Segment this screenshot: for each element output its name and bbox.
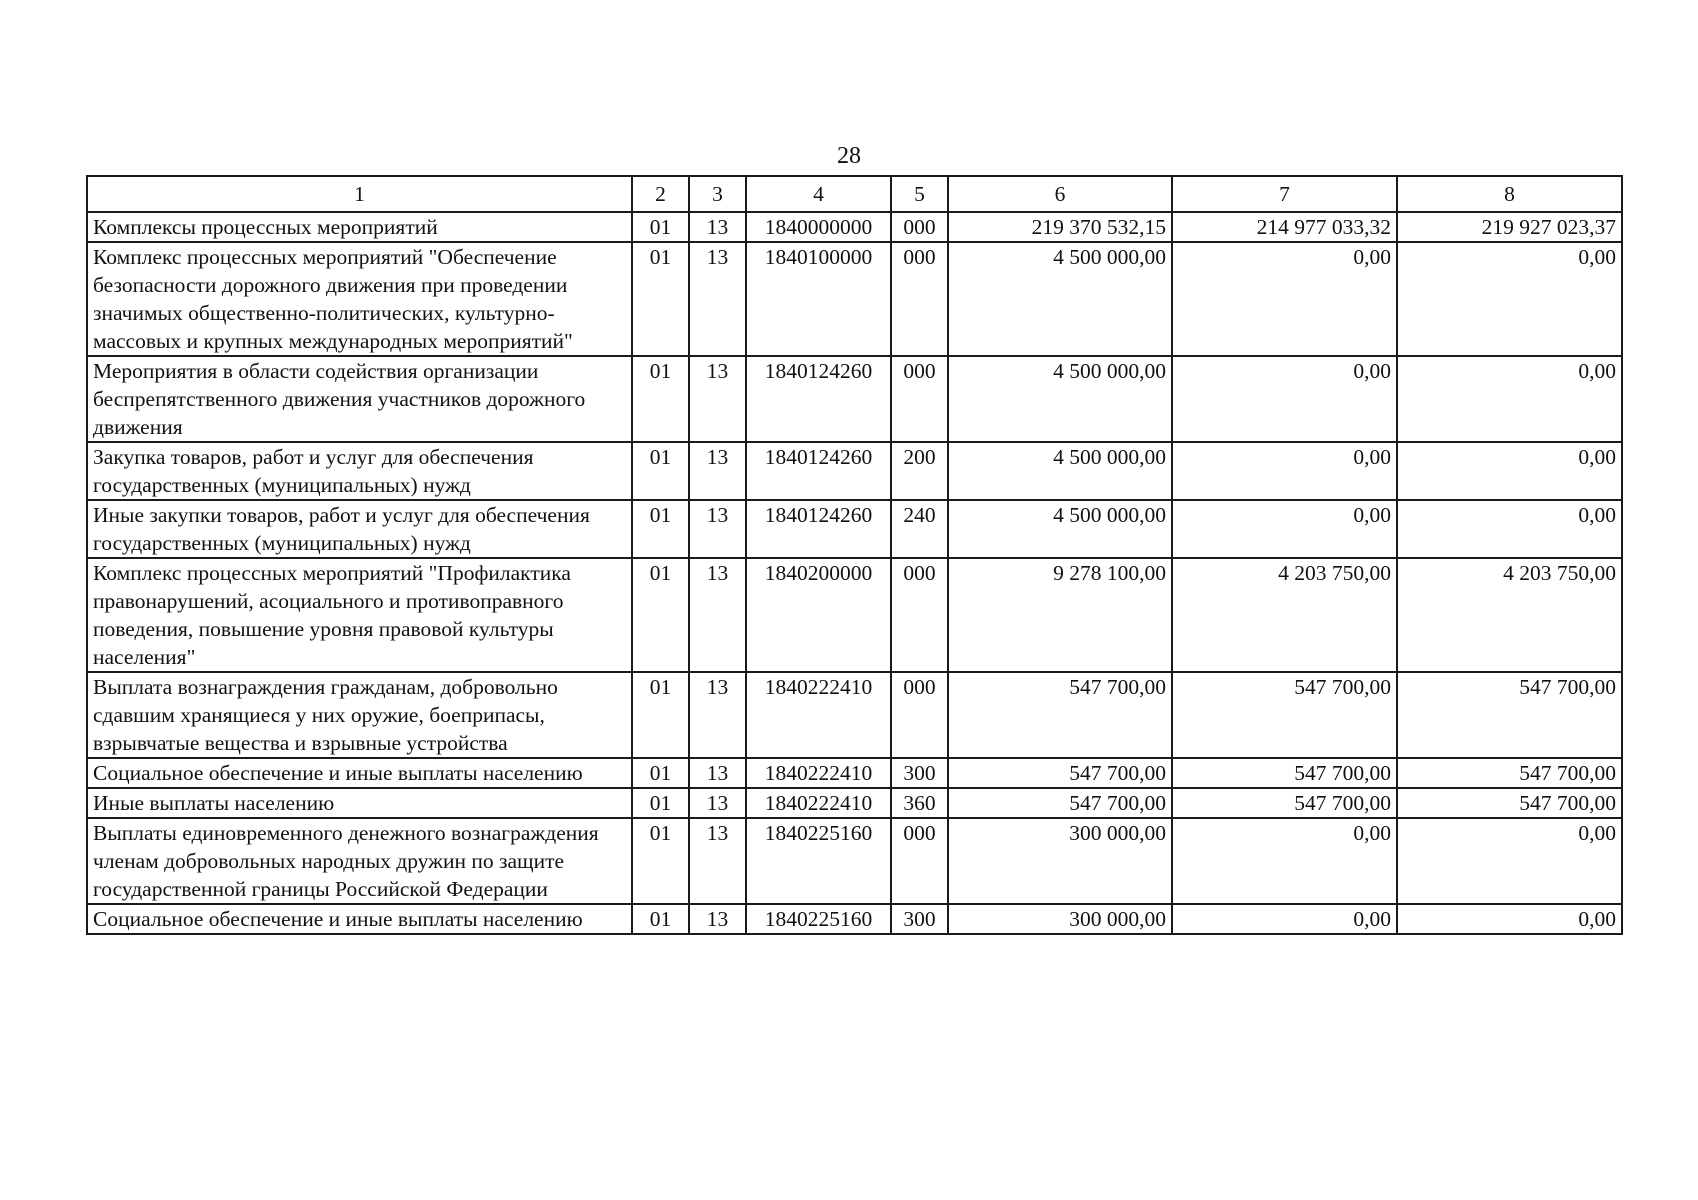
row-name: Комплекс процессных мероприятий "Профилактика правонарушений, асоциального и противоправного поведения, повышение уровня правовой культуры населения" [87,558,632,672]
row-subsection: 13 [689,788,746,818]
row-amount-col-8: 0,00 [1397,356,1622,442]
row-subsection: 13 [689,904,746,934]
row-amount-col-6: 4 500 000,00 [948,356,1172,442]
row-expense-type: 000 [891,558,948,672]
row-amount-col-7: 4 203 750,00 [1172,558,1397,672]
row-expense-type: 200 [891,442,948,500]
row-amount-col-8: 547 700,00 [1397,672,1622,758]
table-row [87,356,1622,442]
row-subsection: 13 [689,242,746,356]
row-expense-type: 000 [891,212,948,242]
row-section: 01 [632,672,689,758]
row-expense-type: 300 [891,758,948,788]
header-col-2: 2 [632,176,689,212]
budget-table [86,175,1623,935]
row-amount-col-7: 0,00 [1172,442,1397,500]
row-name: Выплата вознаграждения гражданам, добровольно сдавшим хранящиеся у них оружие, боеприпасы, взрывчатые вещества и взрывные устройства [87,672,632,758]
row-amount-col-6: 300 000,00 [948,818,1172,904]
row-target-article: 1840225160 [746,818,891,904]
row-name: Социальное обеспечение и иные выплаты населению [87,758,632,788]
row-amount-col-8: 0,00 [1397,818,1622,904]
row-amount-col-8: 4 203 750,00 [1397,558,1622,672]
row-section: 01 [632,558,689,672]
table-row [87,212,1622,242]
row-section: 01 [632,788,689,818]
row-amount-col-6: 4 500 000,00 [948,500,1172,558]
row-amount-col-8: 0,00 [1397,442,1622,500]
row-amount-col-7: 0,00 [1172,356,1397,442]
row-amount-col-7: 0,00 [1172,242,1397,356]
row-target-article: 1840124260 [746,356,891,442]
row-expense-type: 000 [891,242,948,356]
header-col-6: 6 [948,176,1172,212]
row-expense-type: 300 [891,904,948,934]
row-amount-col-7: 547 700,00 [1172,788,1397,818]
row-name: Выплаты единовременного денежного вознаграждения членам добровольных народных дружин по защите государственной границы Российской Федерации [87,818,632,904]
row-expense-type: 360 [891,788,948,818]
row-amount-col-8: 0,00 [1397,904,1622,934]
header-col-3: 3 [689,176,746,212]
row-amount-col-7: 0,00 [1172,904,1397,934]
table-body [87,212,1622,934]
row-target-article: 1840100000 [746,242,891,356]
row-name: Социальное обеспечение и иные выплаты населению [87,904,632,934]
row-subsection: 13 [689,672,746,758]
table-row [87,672,1622,758]
header-col-4: 4 [746,176,891,212]
table-row [87,242,1622,356]
row-amount-col-7: 547 700,00 [1172,672,1397,758]
row-target-article: 1840222410 [746,672,891,758]
row-expense-type: 000 [891,672,948,758]
row-amount-col-8: 547 700,00 [1397,758,1622,788]
row-subsection: 13 [689,212,746,242]
table-header [87,176,1622,212]
row-amount-col-7: 547 700,00 [1172,758,1397,788]
row-amount-col-6: 4 500 000,00 [948,442,1172,500]
row-amount-col-6: 547 700,00 [948,672,1172,758]
row-subsection: 13 [689,818,746,904]
row-target-article: 1840124260 [746,442,891,500]
row-name: Иные выплаты населению [87,788,632,818]
row-amount-col-8: 547 700,00 [1397,788,1622,818]
row-section: 01 [632,500,689,558]
row-subsection: 13 [689,558,746,672]
table-row [87,758,1622,788]
row-section: 01 [632,904,689,934]
row-target-article: 1840124260 [746,500,891,558]
row-section: 01 [632,212,689,242]
row-target-article: 1840200000 [746,558,891,672]
table-row [87,500,1622,558]
header-col-5: 5 [891,176,948,212]
row-subsection: 13 [689,442,746,500]
row-amount-col-7: 0,00 [1172,818,1397,904]
row-amount-col-7: 0,00 [1172,500,1397,558]
row-expense-type: 000 [891,356,948,442]
row-subsection: 13 [689,500,746,558]
header-row [87,176,1622,212]
header-col-8: 8 [1397,176,1622,212]
row-target-article: 1840222410 [746,788,891,818]
row-name: Мероприятия в области содействия организации беспрепятственного движения участников дорожного движения [87,356,632,442]
header-col-7: 7 [1172,176,1397,212]
row-target-article: 1840000000 [746,212,891,242]
table-row [87,788,1622,818]
row-name: Иные закупки товаров, работ и услуг для обеспечения государственных (муниципальных) нужд [87,500,632,558]
row-section: 01 [632,356,689,442]
table-row [87,818,1622,904]
table-row [87,558,1622,672]
row-amount-col-6: 547 700,00 [948,788,1172,818]
row-subsection: 13 [689,356,746,442]
row-amount-col-6: 300 000,00 [948,904,1172,934]
row-section: 01 [632,758,689,788]
row-expense-type: 240 [891,500,948,558]
row-amount-col-6: 9 278 100,00 [948,558,1172,672]
row-name: Закупка товаров, работ и услуг для обеспечения государственных (муниципальных) нужд [87,442,632,500]
header-col-1: 1 [87,176,632,212]
table-row [87,904,1622,934]
row-target-article: 1840225160 [746,904,891,934]
row-subsection: 13 [689,758,746,788]
row-amount-col-8: 219 927 023,37 [1397,212,1622,242]
row-target-article: 1840222410 [746,758,891,788]
row-expense-type: 000 [891,818,948,904]
row-section: 01 [632,442,689,500]
row-name: Комплексы процессных мероприятий [87,212,632,242]
row-amount-col-8: 0,00 [1397,500,1622,558]
row-section: 01 [632,242,689,356]
page-number: 28 [837,143,861,169]
row-amount-col-6: 4 500 000,00 [948,242,1172,356]
row-amount-col-8: 0,00 [1397,242,1622,356]
table-row [87,442,1622,500]
row-section: 01 [632,818,689,904]
row-amount-col-6: 219 370 532,15 [948,212,1172,242]
row-amount-col-7: 214 977 033,32 [1172,212,1397,242]
row-name: Комплекс процессных мероприятий "Обеспечение безопасности дорожного движения при проведении значимых общественно-политических, культурно-массовых и крупных международных мероприятий" [87,242,632,356]
row-amount-col-6: 547 700,00 [948,758,1172,788]
